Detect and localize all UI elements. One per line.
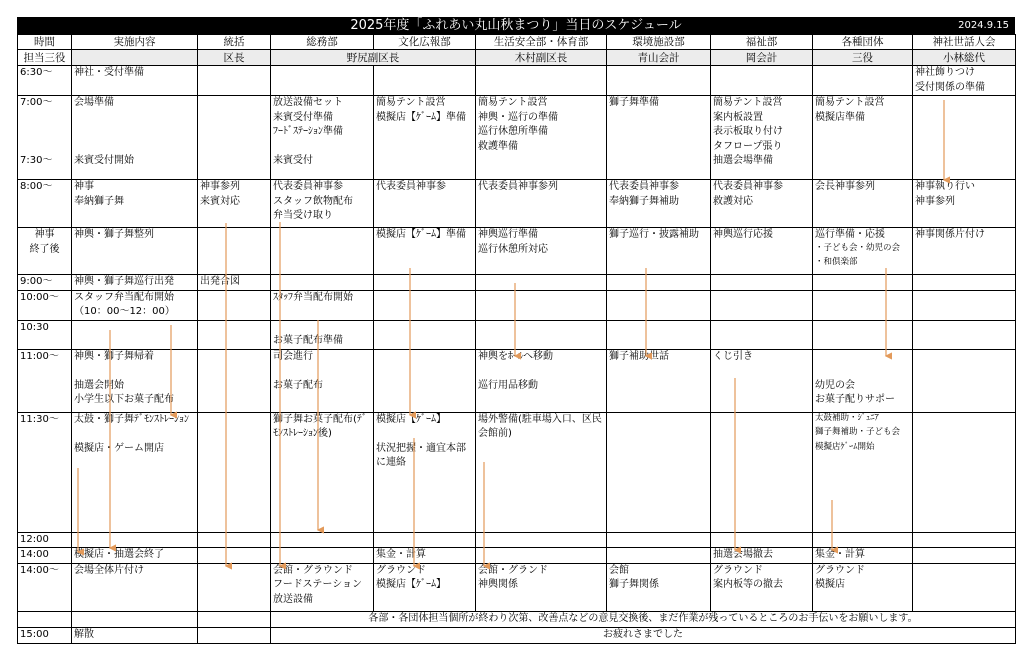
title-bar: [17, 17, 1015, 34]
row-0630: [18, 66, 1016, 96]
schedule-table: [17, 34, 1016, 644]
kankyo-cell: 獅子補助世話: [607, 349, 711, 412]
content-cell: 太鼓・獅子舞ﾃﾞﾓﾝｽﾄﾚｰｼｮﾝ 模擬店・ゲーム開店: [72, 412, 198, 532]
jinja-cell: 神社飾りつけ 受付関係の準備: [913, 66, 1016, 96]
header-row: [18, 35, 1016, 50]
bunka-cell: 集金・計算: [374, 548, 476, 564]
time-cell: 7:00～ 7:30～: [18, 96, 72, 180]
date-label: 2024.9.15: [958, 20, 1009, 31]
closing-message: お疲れさまでした: [271, 627, 1016, 643]
soumu-cell: お菓子配布準備: [271, 320, 374, 349]
row-0900: [18, 275, 1016, 291]
owner-toukatsu: 区長: [198, 50, 271, 66]
bunka-cell: 模擬店【ｹﾞｰﾑ】 状況把握・適宜本部に連絡: [374, 412, 476, 532]
soumu-cell: 会館・グラウンド フードステーション 放送設備: [271, 563, 374, 611]
bunka-cell: グラウンド 模擬店【ｹﾞｰﾑ】: [374, 563, 476, 611]
row-1000: [18, 290, 1016, 320]
header-jinja: 神社世話人会: [913, 35, 1016, 50]
soumu-cell: ｽﾀｯﾌ弁当配布開始: [271, 290, 374, 320]
page-title: 2025年度「ふれあい丸山秋まつり」当日のスケジュール: [350, 18, 682, 33]
content-cell: 神輿・獅子舞巡行出発: [72, 275, 198, 291]
time-cell: 9:00～: [18, 275, 72, 291]
kankyo-cell: 会館 獅子舞関係: [607, 563, 711, 611]
content-cell: 解散: [72, 627, 198, 643]
owners-row: [18, 50, 1016, 66]
row-0800: [18, 180, 1016, 228]
content-cell: 会場準備 来賓受付開始: [72, 96, 198, 180]
row-1130: [18, 412, 1016, 532]
time-cell: 11:30～: [18, 412, 72, 532]
kankyo-cell: 獅子舞準備: [607, 96, 711, 180]
dantai-cell: 集金・計算: [813, 548, 913, 564]
time-cell: 15:00: [18, 627, 72, 643]
owner-fukushi: 岡会計: [711, 50, 813, 66]
time-cell: 14:00: [18, 548, 72, 564]
toukatsu-cell: 出発合図: [198, 275, 271, 291]
seikatsu-cell: 代表委員神事参列: [476, 180, 607, 228]
row-1400-cleanup: [18, 563, 1016, 611]
jinja-cell: 神事執り行い 神事参列: [913, 180, 1016, 228]
soumu-cell: 放送設備セット 来賓受付準備 ﾌｰﾄﾞｽﾃｰｼｮﾝ準備 来賓受付: [271, 96, 374, 180]
row-1400-end: [18, 548, 1016, 564]
soumu-cell: 司会進行 お菓子配布: [271, 349, 374, 412]
note-cell: 各部・各団体担当個所が終わり次第、改善点などの意見交換後、まだ作業が残っているところのお手伝いをお願いします。: [271, 611, 1016, 627]
owner-kankyo: 青山会計: [607, 50, 711, 66]
owners-label: 担当三役: [18, 50, 72, 66]
toukatsu-cell: 神事参列 来賓対応: [198, 180, 271, 228]
owner-jinja: 小林総代: [913, 50, 1016, 66]
fukushi-cell: 簡易テント設営 案内板設置 表示板取り付け タフロープ張り 抽選会場準備: [711, 96, 813, 180]
bunka-cell: 模擬店【ｹﾞｰﾑ】準備: [374, 228, 476, 275]
row-0700: [18, 96, 1016, 180]
kankyo-cell: 獅子巡行・披露補助: [607, 228, 711, 275]
dantai-cell: 幼児の会 お菓子配りサポー: [813, 349, 913, 412]
row-1200: [18, 532, 1016, 548]
header-content: 実施内容: [72, 35, 198, 50]
owner-seikatsu: 木村副区長: [476, 50, 607, 66]
header-toukatsu: 統括: [198, 35, 271, 50]
seikatsu-cell: 会館・グランド 神輿関係: [476, 563, 607, 611]
bunka-cell: 代表委員神事参: [374, 180, 476, 228]
fukushi-cell: 抽選会場撤去: [711, 548, 813, 564]
row-1100: [18, 349, 1016, 412]
time-cell: 6:30～: [18, 66, 72, 96]
header-kankyo: 環境施設部: [607, 35, 711, 50]
dantai-cell: 会長神事参列: [813, 180, 913, 228]
time-cell: 14:00～: [18, 563, 72, 611]
content-cell: スタッフ弁当配布開始 （10：00～12：00）: [72, 290, 198, 320]
seikatsu-cell: 神輿をﾎｰﾙへ移動 巡行用品移動: [476, 349, 607, 412]
jinja-cell: 神事関係片付け: [913, 228, 1016, 275]
schedule-sheet: [17, 17, 1015, 654]
header-bunka: 文化広報部: [374, 35, 476, 50]
seikatsu-cell: 神輿巡行準備 巡行休憩所対応: [476, 228, 607, 275]
fukushi-cell: 代表委員神事参 救護対応: [711, 180, 813, 228]
content-cell: 神社・受付準備: [72, 66, 198, 96]
owner-dantai: 三役: [813, 50, 913, 66]
row-after-shinji: [18, 228, 1016, 275]
dantai-cell: グラウンド 模擬店: [813, 563, 913, 611]
header-time: 時間: [18, 35, 72, 50]
dantai-cell: 巡行準備・応援 ・子ども会・幼児の会 ・和倶楽部: [813, 228, 913, 275]
time-cell: 10:00～: [18, 290, 72, 320]
header-seikatsu: 生活安全部・体育部: [476, 35, 607, 50]
dantai-cell: 太鼓補助・ｼﾞｭﾆｱ 獅子舞補助・子ども会 模擬店ｹﾞｰﾑ開始: [813, 412, 913, 532]
content-cell: 模擬店・抽選会終了: [72, 548, 198, 564]
soumu-cell: 獅子舞お菓子配布(ﾃﾞﾓﾝｽﾄﾚｰｼｮﾝ後): [271, 412, 374, 532]
bunka-cell: 簡易テント設営 模擬店【ｹﾞｰﾑ】準備: [374, 96, 476, 180]
header-fukushi: 福祉部: [711, 35, 813, 50]
time-cell: 11:00～: [18, 349, 72, 412]
row-1030: [18, 320, 1016, 349]
time-cell: 神事 終了後: [18, 228, 72, 275]
dantai-cell: 簡易テント設営 模擬店準備: [813, 96, 913, 180]
soumu-cell: 代表委員神事参 スタッフ飲物配布 弁当受け取り: [271, 180, 374, 228]
kankyo-cell: 代表委員神事参 奉納獅子舞補助: [607, 180, 711, 228]
fukushi-cell: くじ引き: [711, 349, 813, 412]
content-cell: 神輿・獅子舞整列: [72, 228, 198, 275]
header-dantai: 各種団体: [813, 35, 913, 50]
fukushi-cell: グラウンド 案内板等の撤去: [711, 563, 813, 611]
seikatsu-cell: 場外警備(駐車場入口、区民会館前): [476, 412, 607, 532]
owner-soumu-bunka: 野尻副区長: [271, 50, 476, 66]
owners-content-cell: [72, 50, 198, 66]
time-cell: 12:00: [18, 532, 72, 548]
fukushi-cell: 神輿巡行応援: [711, 228, 813, 275]
time-cell: 8:00～: [18, 180, 72, 228]
seikatsu-cell: 簡易テント設営 神輿・巡行の準備 巡行休憩所準備 救護準備: [476, 96, 607, 180]
row-1500: [18, 627, 1016, 643]
time-cell: 10:30: [18, 320, 72, 349]
row-note: [18, 611, 1016, 627]
content-cell: 神輿・獅子舞帰着 抽選会開始 小学生以下お菓子配布: [72, 349, 198, 412]
content-cell: 神事 奉納獅子舞: [72, 180, 198, 228]
header-soumu: 総務部: [271, 35, 374, 50]
content-cell: 会場全体片付け: [72, 563, 198, 611]
